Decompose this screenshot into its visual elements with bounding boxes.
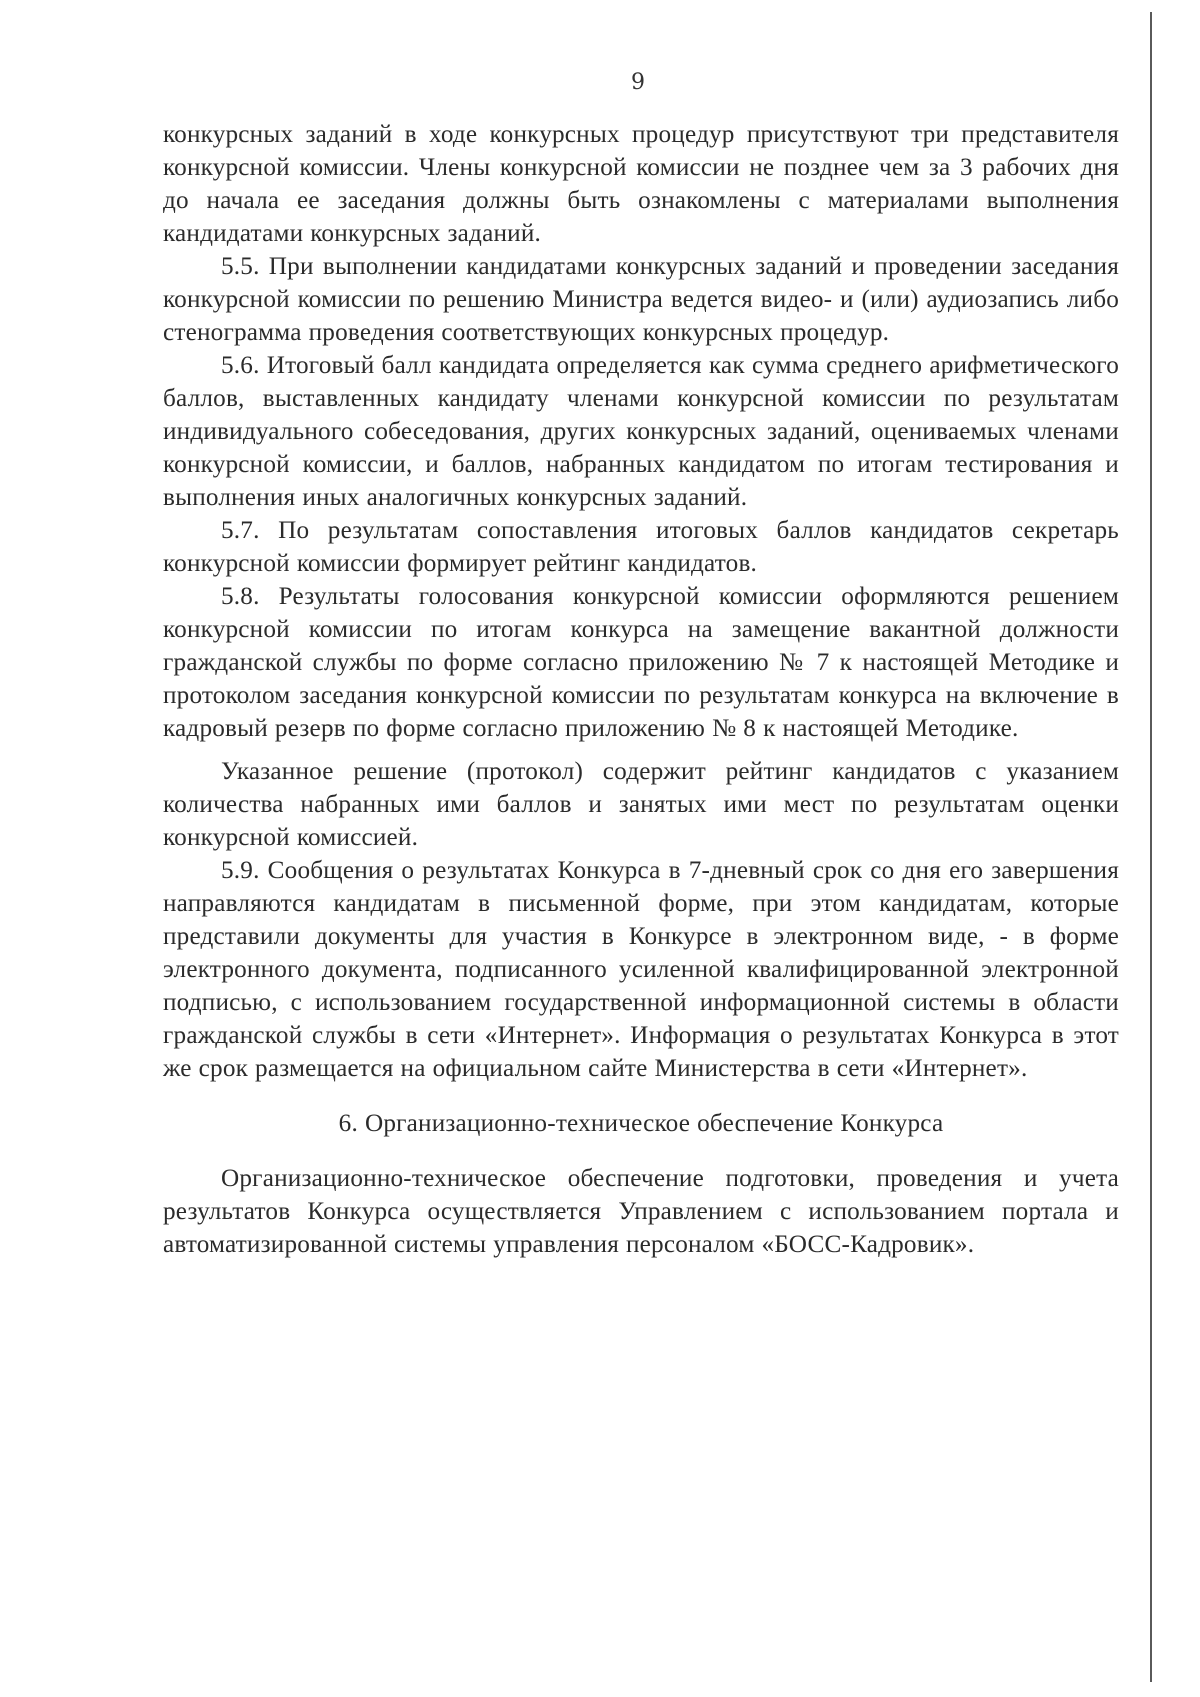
paragraph-intro: конкурсных заданий в ходе конкурсных процедур присутствуют три представителя конкурсной комиссии. Члены конкурсной комиссии не позднее чем за 3 рабочих дня до начала ее заседания должны быть ознакомлены с материалами выполнения кандидатами конкурсных заданий. [163, 121, 1119, 247]
paragraph-5-8: 5.8. Результаты голосования конкурсной комиссии оформляются решением конкурсной комиссии по итогам конкурса на замещение вакантной должности гражданской службы по форме согласно приложению № 7 к настоящей Методике и протоколом заседания конкурсной комиссии по результатам конкурса на включение в кадровый резерв по форме согласно приложению № 8 к настоящей Методике. [163, 583, 1119, 742]
paragraph-5-6: 5.6. Итоговый балл кандидата определяется как сумма среднего арифметического баллов, выставленных кандидату членами конкурсной комиссии по результатам индивидуального собеседования, других конкурсных заданий, оцениваемых членами конкурсной комиссии, и баллов, набранных кандидатом по итогам тестирования и выполнения иных аналогичных конкурсных заданий. [163, 352, 1119, 511]
paragraph-5-7: 5.7. По результатам сопоставления итоговых баллов кандидатов секретарь конкурсной комиссии формирует рейтинг кандидатов. [163, 517, 1119, 577]
paragraph-note: Указанное решение (протокол) содержит рейтинг кандидатов с указанием количества набранных ими баллов и занятых ими мест по результатам оценки конкурсной комиссией. [163, 758, 1119, 851]
paragraph-6: Организационно-техническое обеспечение подготовки, проведения и учета результатов Конкурса осуществляется Управлением с использованием портала и автоматизированной системы управления персоналом «БОСС-Кадровик». [163, 1165, 1119, 1258]
document-body [163, 118, 1119, 1261]
scan-edge-line [1150, 12, 1152, 1682]
section-6-heading: 6. Организационно-техническое обеспечение Конкурса [338, 1110, 944, 1137]
paragraph-5-9: 5.9. Сообщения о результатах Конкурса в 7-дневный срок со дня его завершения направляются кандидатам в письменной форме, при этом кандидатам, которые представили документы для участия в Конкурсе в электронном виде, - в форме электронного документа, подписанного усиленной квалифицированной электронной подписью, с использованием государственной информационной системы в области гражданской службы в сети «Интернет». Информация о результатах Конкурса в этот же срок размещается на официальном сайте Министерства в сети «Интернет». [163, 857, 1119, 1082]
page-number: 9 [631, 70, 645, 95]
paragraph-5-5: 5.5. При выполнении кандидатами конкурсных заданий и проведении заседания конкурсной комиссии по решению Министра ведется видео- и (или) аудиозапись либо стенограмма проведения соответствующих конкурсных процедур. [163, 253, 1119, 346]
